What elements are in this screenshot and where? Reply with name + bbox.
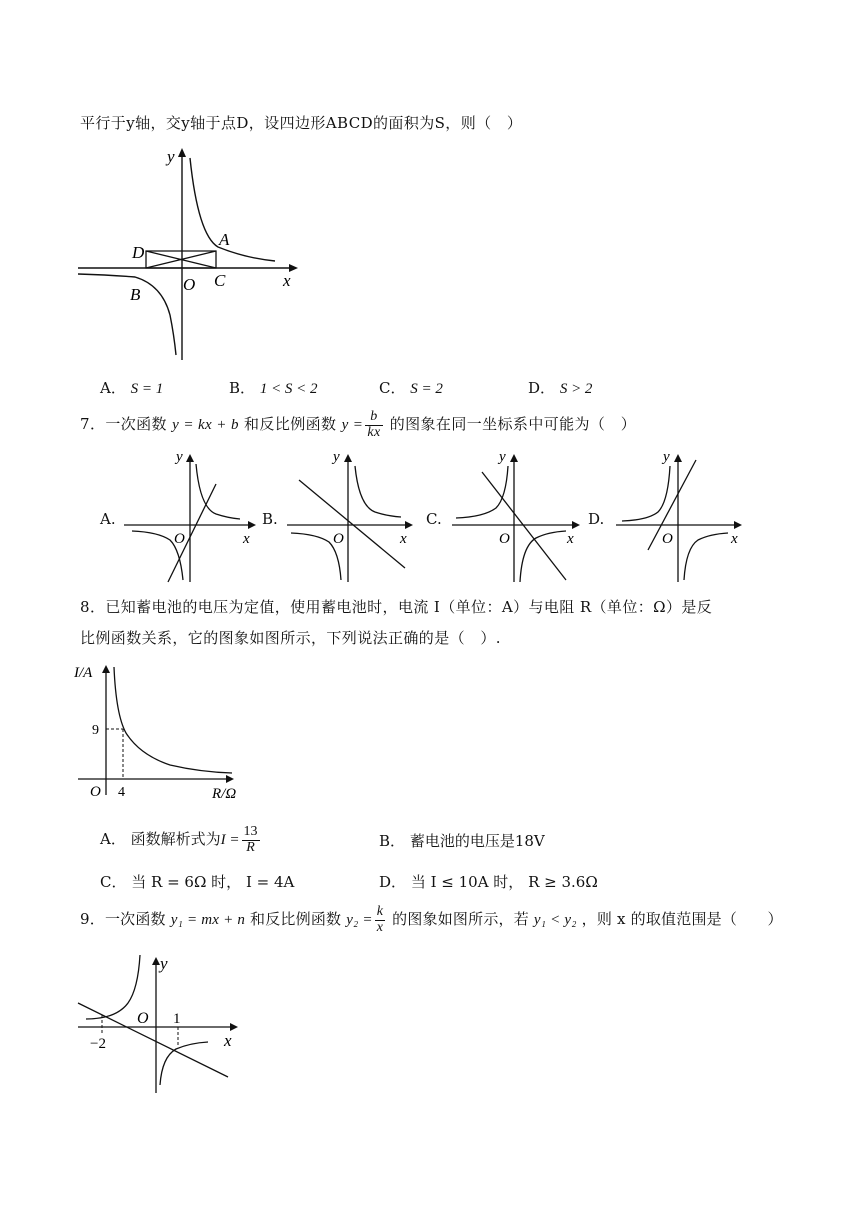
q6-curve-q1 [190,158,275,261]
q6-label-y: y [167,147,175,166]
q8-y-axis-label: I/A [74,665,93,681]
q6-option-b[interactable]: B． 1 < S < 2 [229,379,318,397]
q7-option-b-label[interactable]: B. [262,510,278,528]
q9-curve-q2 [86,955,140,1019]
svg-text:y: y [663,449,670,465]
q7-option-d-label[interactable]: D. [588,510,605,528]
q7-graph-b [283,450,423,585]
svg-text:x: x [731,531,738,547]
q9-figure [72,945,262,1100]
q7-graph-d [612,450,752,585]
q9-y-axis-label: y [160,954,168,973]
q6-label-a: A [219,230,230,249]
q7d-curve-q4 [684,533,728,580]
q7d-curve-q2 [622,466,670,521]
q7-graph-c [448,450,588,585]
q8-y-tick: 9 [92,723,99,738]
svg-text:O: O [662,531,673,547]
q9-tick-neg: −2 [90,1036,106,1052]
q7-option-c-label[interactable]: C. [426,510,442,528]
q8-option-d[interactable]: D． 当 I ≤ 10A 时， R ≥ 3.6Ω [379,873,598,891]
svg-text:x: x [243,531,250,547]
q8-x-tick: 4 [118,785,125,800]
q6-figure [70,140,310,365]
q7-graph-a [120,450,260,585]
q9-origin-label: O [137,1010,149,1027]
q8-option-a[interactable]: A． 函数解析式为I = $\frac{13}{R}$ [100,823,258,855]
q8-origin-label: O [90,784,101,800]
q6-label-x: x [283,271,291,290]
q7c-curve-q2 [456,466,508,518]
q6-label-o: O [183,275,196,294]
q6-option-d[interactable]: D． S > 2 [528,379,593,397]
q8-stem-line1: 8．已知蓄电池的电压为定值，使用蓄电池时，电流 I（单位：A）与电阻 R（单位：Ω）是反 [80,598,713,616]
q7-option-a-label[interactable]: A. [100,510,116,528]
q6-option-a[interactable]: A． S = 1 [100,379,164,397]
q7c-line [482,472,566,580]
q8-option-b[interactable]: B． 蓄电池的电压是18V [379,832,545,850]
svg-text:O: O [333,531,344,547]
q7b-curve-q1 [355,466,401,517]
q6-stem-line: 平行于y轴，交y轴于点D，设四边形ABCD的面积为S，则（ ） [80,114,523,132]
q6-label-c: C [214,271,226,290]
q8-stem-line2: 比例函数关系，它的图象如图所示，下列说法正确的是（ ）. [80,629,501,647]
q7b-line [299,480,405,568]
q7c-curve-q4 [520,531,566,582]
q7-stem: 7．一次函数 y = kx + b 和反比例函数 y = $\frac{b}{kx}$ 的图象在同一坐标系中可能为（ ） [80,408,637,440]
q6-y-arrow [178,148,186,157]
svg-text:y: y [333,449,340,465]
svg-text:x: x [567,531,574,547]
q6-curve-q3 [78,274,176,355]
svg-text:O: O [174,531,185,547]
q8-figure [70,655,270,805]
q8-option-c[interactable]: C． 当 R = 6Ω 时， I = 4A [100,873,295,891]
q9-tick-pos: 1 [173,1011,181,1027]
q6-label-b: B [130,285,141,304]
q9-stem: 9．一次函数 y₁ = mx + n 和反比例函数 y₂ = $\frac{k}{x}$ 的图象如图所示，若 y₁ < y₂ ，则 x 的取值范围是（ ） [80,903,783,935]
svg-text:y: y [176,449,183,465]
q6-label-d: D [132,243,145,262]
svg-text:x: x [400,531,407,547]
svg-text:y: y [499,449,506,465]
q9-x-axis-label: x [224,1031,232,1050]
q6-option-c[interactable]: C． S = 2 [379,379,443,397]
svg-text:O: O [499,531,510,547]
q8-x-axis-label: R/Ω [212,786,237,802]
q8-curve [114,667,232,773]
